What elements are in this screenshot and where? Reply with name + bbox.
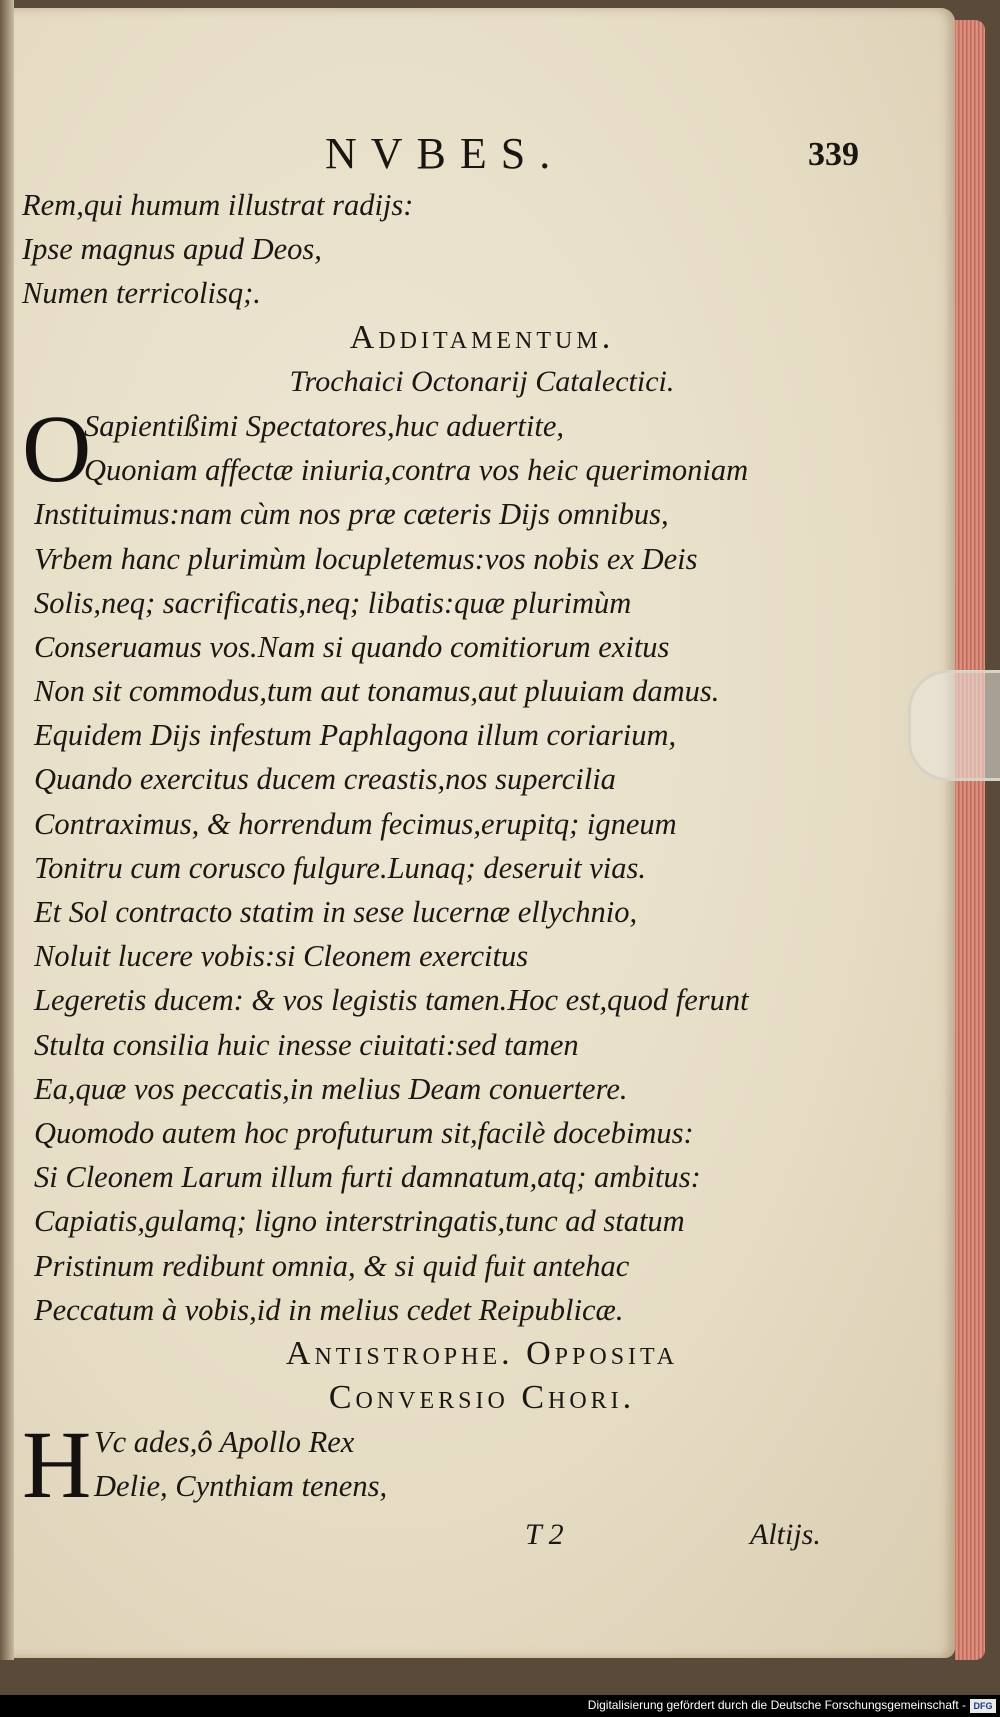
- verse-line: Instituimus:nam cùm nos præ cæteris Dijs omnibus,: [34, 497, 669, 532]
- verse-line: Quoniam affectæ iniuria,contra vos heic querimoniam: [84, 453, 749, 488]
- verse-line: Ipse magnus apud Deos,: [22, 232, 322, 267]
- verse-line: Equidem Dijs infestum Paphlagona illum coriarium,: [34, 718, 677, 753]
- verse-line: Pristinum redibunt omnia, & si quid fuit antehac: [34, 1248, 630, 1283]
- section-heading: Conversio Chori.: [328, 1379, 636, 1417]
- running-title: NVBES.: [325, 129, 565, 178]
- verse-line: Ea,quæ vos peccatis,in melius Deam conuertere.: [34, 1071, 628, 1106]
- verse-line: Peccatum à vobis,id in melius cedet Reipublicæ.: [34, 1292, 624, 1327]
- catchword: Altijs.: [750, 1518, 821, 1551]
- verse-line: Capiatis,gulamq; ligno interstringatis,tunc ad statum: [34, 1204, 685, 1239]
- section1-paragraph: [22, 394, 942, 502]
- verse-line: Non sit commodus,tum aut tonamus,aut pluuiam damus.: [34, 674, 720, 709]
- verse-line: Legeretis ducem: & vos legistis tamen.Hoc est,quod ferunt: [34, 983, 749, 1018]
- verse-line: Numen terricolisq;.: [22, 276, 261, 311]
- book-binding: [0, 0, 14, 1660]
- verse-line: Noluit lucere vobis:si Cleonem exercitus: [34, 939, 529, 974]
- verse-line: Et Sol contracto statim in sese lucernæ ellychnio,: [34, 895, 638, 929]
- verse-line: Vc ades,ô Apollo Rex: [94, 1425, 355, 1460]
- body-text: [22, 183, 942, 1519]
- verse-line: Stulta consilia huic inesse ciuitati:sed tamen: [34, 1027, 579, 1062]
- verse-line: Rem,qui humum illustrat radijs:: [22, 188, 414, 222]
- verse-line: Si Cleonem Larum illum furti damnatum,atq; ambitus:: [34, 1160, 701, 1195]
- verse-line: Contraximus, & horrendum fecimus,erupitq; igneum: [34, 806, 677, 841]
- digitization-credit: Digitalisierung gefördert durch die Deutsche Forschungsgemeinschaft -: [587, 1698, 966, 1712]
- section-heading: Antistrophe. Opposita: [285, 1334, 679, 1372]
- section-subheading: Trochaici Octonarij Catalectici.: [289, 364, 675, 398]
- page-edges: [955, 20, 985, 1660]
- dropcap: O: [22, 394, 92, 502]
- section2-paragraph: [22, 1411, 942, 1519]
- verse-line: Delie, Cynthiam tenens,: [94, 1469, 388, 1504]
- page-footer: [0, 1518, 955, 1562]
- page-header: [0, 128, 955, 188]
- verse-line: Vrbem hanc plurimùm locupletemus:vos nobis ex Deis: [34, 541, 698, 576]
- page-number: 339: [808, 136, 859, 173]
- verse-line: Sapientißimi Spectatores,huc aduertite,: [84, 408, 565, 443]
- dropcap: H: [22, 1411, 92, 1519]
- verse-line: Quando exercitus ducem creastis,nos supercilia: [34, 762, 616, 797]
- section-heading: Additamentum.: [349, 318, 615, 356]
- credit-bar: [0, 1695, 1000, 1717]
- dfg-logo: DFG: [970, 1699, 996, 1713]
- verse-line: Tonitru cum corusco fulgure.Lunaq; deseruit vias.: [34, 850, 646, 885]
- signature-mark: T 2: [525, 1518, 564, 1551]
- verse-line: Quomodo autem hoc profuturum sit,facilè docebimus:: [34, 1115, 694, 1150]
- verse-line: Solis,neq; sacrificatis,neq; libatis:quæ plurimùm: [34, 585, 632, 620]
- verse-line: Conseruamus vos.Nam si quando comitiorum exitus: [34, 629, 670, 664]
